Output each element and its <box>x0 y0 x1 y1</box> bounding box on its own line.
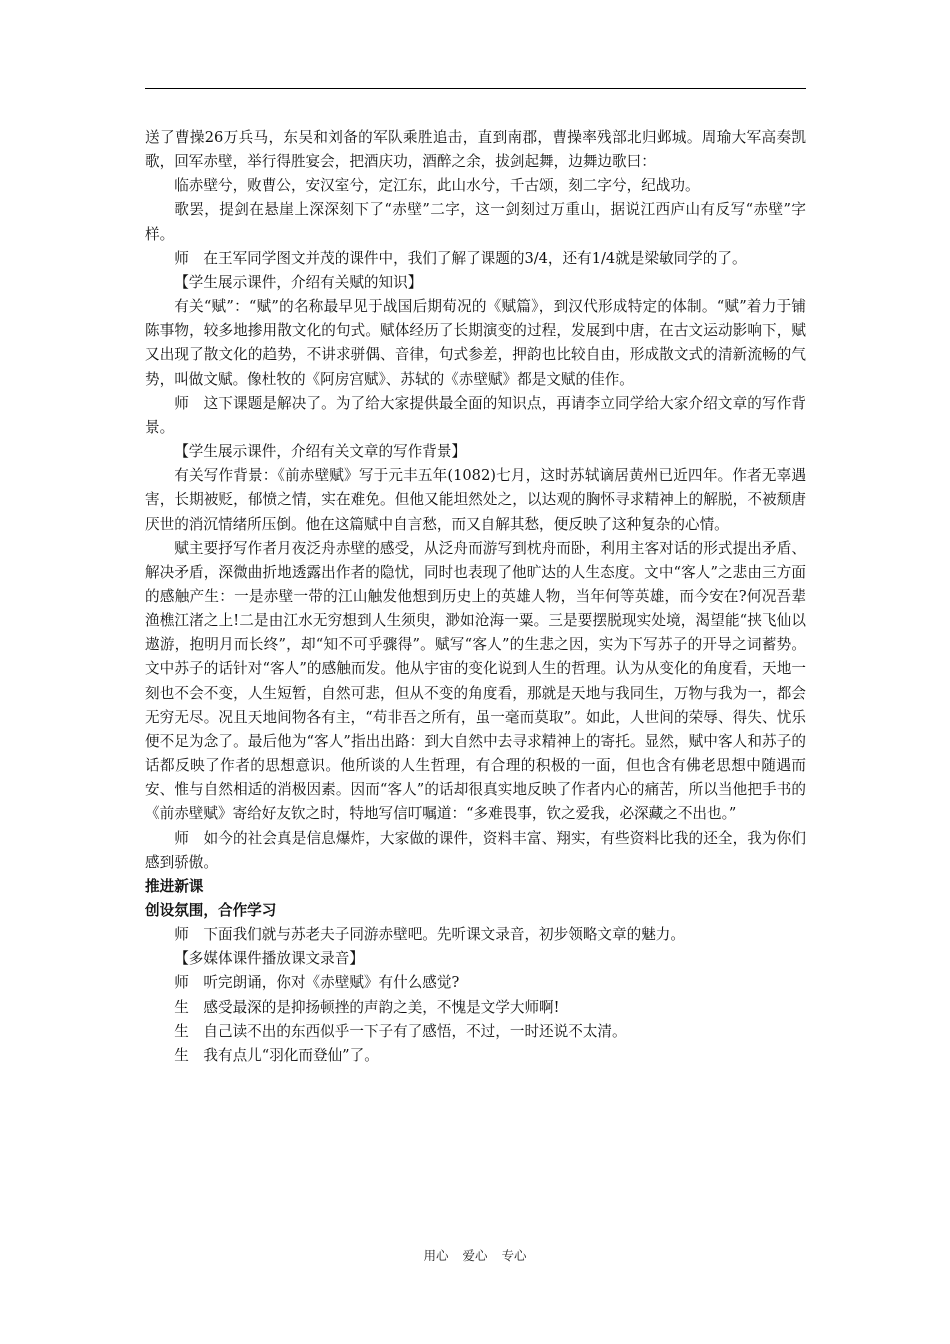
paragraph: 生 感受最深的是抑扬顿挫的声韵之美，不愧是文学大师啊! <box>174 998 560 1016</box>
paragraph: 师 下面我们就与苏老夫子同游赤壁吧。先听课文录音，初步领略文章的魅力。 <box>174 926 685 944</box>
paragraph: 临赤壁兮，败曹公，安汉室兮，定江东，此山水兮，千古颂，刻二字兮，纪战功。 <box>174 177 700 195</box>
paragraph: 师 如今的社会真是信息爆炸，大家做的课件，资料丰富、翔实，有些资料比我的还全，我为你们感到骄傲。 <box>145 829 806 871</box>
paragraph: 有关“赋”：“赋”的名称最早见于战国后期荀况的《赋篇》，到汉代形成特定的体制。“赋”着力于铺陈事物，较多地掺用散文化的句式。赋体经历了长期演变的过程，发展到中唐，在古文运动影响下，赋又出现了散文化的趋势，不讲求骈偶、音律，句式参差，押韵也比较自由，形成散文式的清新流畅的气势，叫做文赋。像杜牧的《阿房宫赋》、苏轼的《赤壁赋》都是文赋的佳作。 <box>145 298 806 388</box>
paragraph: 【学生展示课件，介绍有关文章的写作背景】 <box>174 443 467 461</box>
page-footer: 用心 爱心 专心 <box>423 1248 527 1263</box>
paragraph: 生 自己读不出的东西似乎一下子有了感悟，不过，一时还说不太清。 <box>174 1022 627 1040</box>
paragraph: 生 我有点儿“羽化而登仙”了。 <box>174 1046 379 1064</box>
paragraph: 送了曹操26万兵马，东吴和刘备的军队乘胜追击，直到南郡，曹操率残部北归邺城。周瑜大军高奏凯歌，回军赤壁，举行得胜宴会，把酒庆功，酒醉之余，拔剑起舞，边舞边歌曰： <box>145 129 806 171</box>
paragraph: 赋主要抒写作者月夜泛舟赤壁的感受，从泛舟而游写到枕舟而卧，利用主客对话的形式提出矛盾、解决矛盾，深微曲折地透露出作者的隐忧，同时也表现了他旷达的人生态度。文中“客人”之悲由三方面的感触产生：一是赤壁一带的江山触发他想到历史上的英雄人物，当年何等英雄，而今安在?何况吾辈渔樵江渚之上!二是由江水无穷想到人生须臾，渺如沧海一粟。三是要摆脱现实处境，渴望能“挟飞仙以遨游，抱明月而长终”，却“知不可乎骤得”。赋写“客人”的生悲之因，实为下写苏子的开导之词蓄势。文中苏子的话针对“客人”的感触而发。他从宇宙的变化说到人生的哲理。认为从变化的角度看，天地一刻也不会不变，人生短暂，自然可悲，但从不变的角度看，那就是天地与我同生，万物与我为一，都会无穷无尽。况且天地间物各有主，“苟非吾之所有，虽一毫而莫取”。如此，人世间的荣辱、得失、忧乐便不足为念了。最后他为“客人”指出出路：到大自然中去寻求精神上的寄托。显然，赋中客人和苏子的话都反映了作者的思想意识。他所谈的人生哲理，有合理的积极的一面，但也含有佛老思想中随遇而安、惟与自然相适的消极因素。因而“客人”的话却很真实地反映了作者内心的痛苦，所以当他把手书的《前赤壁赋》寄给好友钦之时，特地写信叮嘱道：“多难畏事，钦之爱我，必深藏之不出也。” <box>145 539 806 823</box>
paragraph: 【多媒体课件播放课文录音】 <box>174 950 364 968</box>
paragraph: 【学生展示课件，介绍有关赋的知识】 <box>174 273 423 291</box>
section-heading: 创设氛围，合作学习 <box>145 902 277 919</box>
paragraph: 师 听完朗诵，你对《赤壁赋》有什么感觉? <box>174 974 460 992</box>
document-body <box>145 126 806 1068</box>
paragraph: 歌罢，提剑在悬崖上深深刻下了“赤壁”二字，这一剑刻过万重山，据说江西庐山有反写“赤壁”字样。 <box>145 201 806 243</box>
header-rule <box>145 88 806 89</box>
paragraph: 师 在王军同学图文并茂的课件中，我们了解了课题的3/4，还有1/4就是梁敏同学的了。 <box>174 249 747 267</box>
paragraph: 有关写作背景：《前赤壁赋》写于元丰五年(1082)七月，这时苏轼谪居黄州已近四年。作者无辜遇害，长期被贬，郁愤之情，实在难免。但他又能坦然处之，以达观的胸怀寻求精神上的解脱，不被颓唐厌世的消沉情绪所压倒。他在这篇赋中自言愁，而又自解其愁，便反映了这种复杂的心情。 <box>145 467 806 533</box>
section-heading: 推进新课 <box>145 877 204 895</box>
paragraph: 师 这下课题是解决了。为了给大家提供最全面的知识点，再请李立同学给大家介绍文章的写作背景。 <box>145 394 806 436</box>
